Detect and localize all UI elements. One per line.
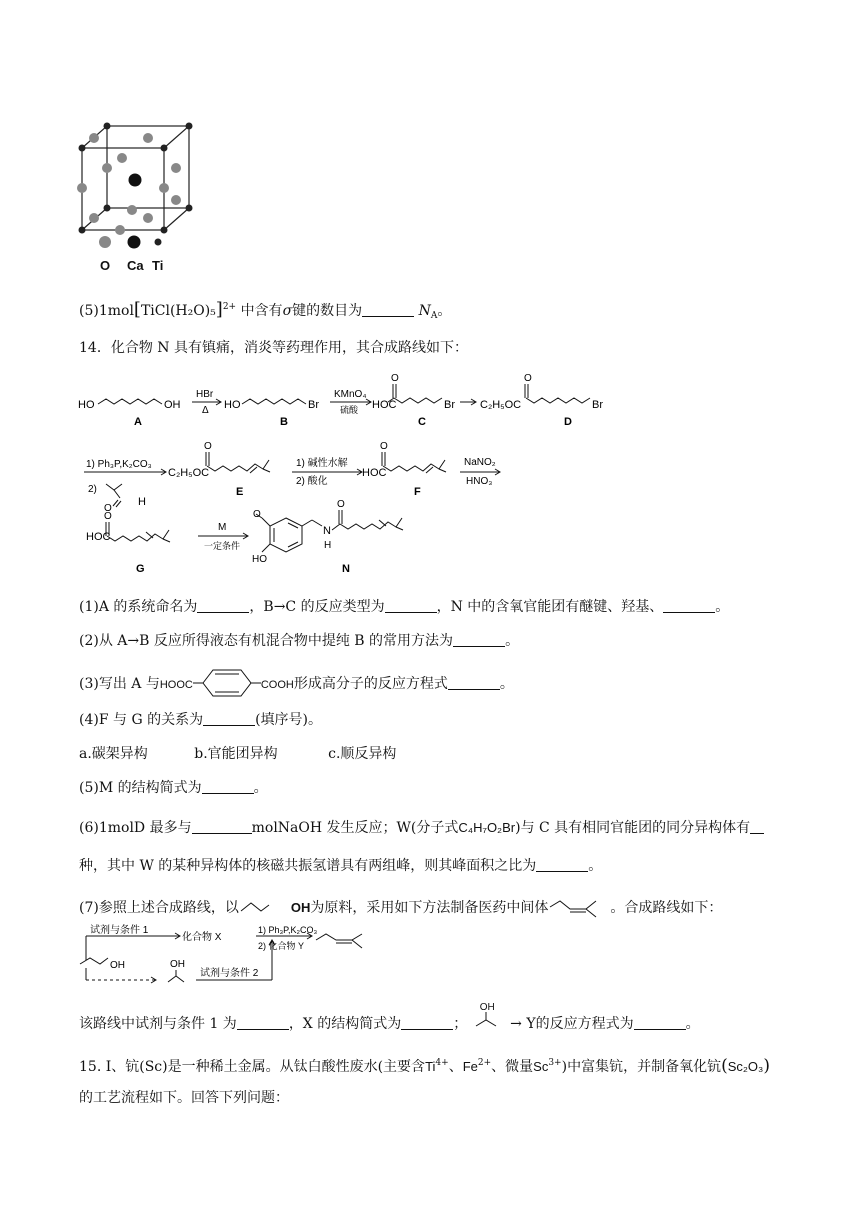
svg-text:O: O xyxy=(253,509,261,520)
svg-text:1) Ph₃P,K₂CO₃: 1) Ph₃P,K₂CO₃ xyxy=(86,459,152,470)
question-14-5: (5)M 的结构简式为 。 xyxy=(79,780,268,796)
svg-text:Br: Br xyxy=(444,399,455,411)
svg-text:HOC: HOC xyxy=(362,467,387,479)
svg-text:Δ: Δ xyxy=(202,405,209,416)
answer-blank[interactable] xyxy=(634,1015,686,1030)
label-C: C xyxy=(418,416,426,428)
svg-text:HOC: HOC xyxy=(372,399,397,411)
question-14-3: (3)写出 A 与HOOC COOH形成高分子的反应方程式 。 xyxy=(79,667,514,699)
question-14-6-cont: 种，其中 W 的某种异构体的核磁共振氢谱具有两组峰，则其峰面积之比为 。 xyxy=(79,858,603,874)
svg-text:NaNO₂: NaNO₂ xyxy=(464,457,496,468)
option-c: c.顺反异构 xyxy=(328,746,397,762)
answer-blank[interactable] xyxy=(750,819,764,834)
legend-o: O xyxy=(100,258,111,273)
answer-blank[interactable] xyxy=(237,1015,289,1030)
answer-blank[interactable] xyxy=(448,675,500,690)
answer-blank[interactable] xyxy=(203,711,255,726)
svg-text:Br: Br xyxy=(592,399,603,411)
question-15-line2: 的工艺流程如下。回答下列问题： xyxy=(79,1090,289,1106)
svg-text:O: O xyxy=(204,441,212,452)
svg-text:2) 酸化: 2) 酸化 xyxy=(296,476,328,487)
question-14-6: (6)1molD 最多与 molNaOH 发生反应；W(分子式C₄H₇O₂Br)与 C 具有相同官能团的同分异构体有 xyxy=(79,818,764,838)
svg-text:HO: HO xyxy=(224,399,241,411)
answer-blank[interactable] xyxy=(192,819,252,834)
svg-text:M: M xyxy=(218,522,227,533)
svg-text:OH: OH xyxy=(110,960,125,971)
answer-blank[interactable] xyxy=(536,857,588,872)
question-14-4: (4)F 与 G 的关系为 (填序号)。 xyxy=(79,712,323,728)
legend-ca: Ca xyxy=(127,258,144,273)
benzene-ring-icon xyxy=(193,667,261,699)
question-14-title: 14．化合物 N 具有镇痛，消炎等药理作用，其合成路线如下： xyxy=(79,340,468,356)
propanol-structure-icon xyxy=(239,897,291,917)
svg-text:O: O xyxy=(104,503,112,514)
svg-text:1) Ph₃P,K₂CO₃: 1) Ph₃P,K₂CO₃ xyxy=(258,925,318,935)
svg-text:HNO₃: HNO₃ xyxy=(466,476,493,487)
option-a: a.碳架异构 xyxy=(79,746,148,762)
answer-blank[interactable] xyxy=(401,1015,453,1030)
svg-text:Br: Br xyxy=(308,399,319,411)
complex-formula: TiCl(H₂O)₅ xyxy=(140,303,216,319)
alkene-structure-icon xyxy=(548,895,610,919)
answer-blank[interactable] xyxy=(202,779,254,794)
svg-text:试剂与条件 2: 试剂与条件 2 xyxy=(200,968,259,979)
synthesis-scheme xyxy=(76,368,636,578)
svg-text:O: O xyxy=(380,441,388,452)
question-15-line1: 15. I、钪(Sc)是一种稀土金属。从钛白酸性废水(主要含$Ti^{4+}$、$Fe^{2+}$、微量$Sc^{3+}$)中富集钪，并制备氧化钪(Sc₂O₃) xyxy=(79,1056,770,1076)
label-E: E xyxy=(236,486,244,498)
question-14-2: (2)从 A→B 反应所得液态有机混合物中提纯 B 的常用方法为 。 xyxy=(79,633,520,649)
svg-text:O: O xyxy=(104,511,112,522)
question-14-1: (1)A 的系统命名为 ，B→C 的反应类型为 ，N 中的含氧官能团有醚键、羟基、 。 xyxy=(79,599,730,615)
label-B: B xyxy=(280,416,288,428)
svg-text:1) 碱性水解: 1) 碱性水解 xyxy=(296,458,348,469)
svg-text:C₂H₅OC: C₂H₅OC xyxy=(168,467,210,479)
question-14-7: (7)参照上述合成路线，以 OH为原料，采用如下方法制备医药中间体 。合成路线如下： xyxy=(79,895,722,919)
option-b: b.官能团异构 xyxy=(194,746,278,762)
svg-text:硫酸: 硫酸 xyxy=(340,405,359,415)
isopropanol-structure: OH xyxy=(472,1010,506,1030)
svg-text:一定条件: 一定条件 xyxy=(204,541,241,551)
svg-text:化合物 X: 化合物 X xyxy=(182,932,222,943)
answer-blank[interactable] xyxy=(453,632,505,647)
label-N: N xyxy=(342,563,350,575)
answer-blank[interactable] xyxy=(385,598,437,613)
question-14-7-sub: 该路线中试剂与条件 1 为 ，X 的结构简式为 ； OH → Y的反应方程式为 。 xyxy=(79,1002,700,1032)
svg-text:H: H xyxy=(138,496,146,508)
svg-text:C₂H₅OC: C₂H₅OC xyxy=(480,399,522,411)
svg-text:O: O xyxy=(391,373,399,384)
svg-text:HBr: HBr xyxy=(196,389,214,400)
svg-text:N: N xyxy=(323,525,331,537)
label-A: A xyxy=(134,416,142,428)
route-scheme xyxy=(76,924,376,988)
svg-text:试剂与条件 1: 试剂与条件 1 xyxy=(90,925,149,936)
perovskite-crystal-figure xyxy=(72,118,202,278)
legend-ti: Ti xyxy=(152,258,164,273)
answer-blank[interactable] xyxy=(197,598,249,613)
svg-text:O: O xyxy=(524,373,532,384)
answer-blank[interactable] xyxy=(663,598,715,613)
label-D: D xyxy=(564,416,572,428)
svg-text:2) 化合物 Y: 2) 化合物 Y xyxy=(258,941,305,951)
question-13-5: (5)1mol[TiCl(H₂O)₅]$^{2+}$ 中含有σ键的数目为 $N_A$。 xyxy=(79,299,452,321)
A-left: HO xyxy=(78,399,95,411)
svg-text:KMnO₄: KMnO₄ xyxy=(334,389,367,400)
svg-text:OH: OH xyxy=(170,959,185,970)
A-right: OH xyxy=(164,399,181,411)
label-G: G xyxy=(136,563,145,575)
svg-text:HO: HO xyxy=(252,554,267,565)
svg-text:H: H xyxy=(324,540,332,551)
answer-blank[interactable] xyxy=(362,302,414,317)
svg-text:O: O xyxy=(337,499,345,510)
label-F: F xyxy=(414,486,421,498)
question-14-4-options xyxy=(79,744,396,764)
svg-text:HOC: HOC xyxy=(86,531,111,543)
svg-text:2): 2) xyxy=(88,484,97,495)
